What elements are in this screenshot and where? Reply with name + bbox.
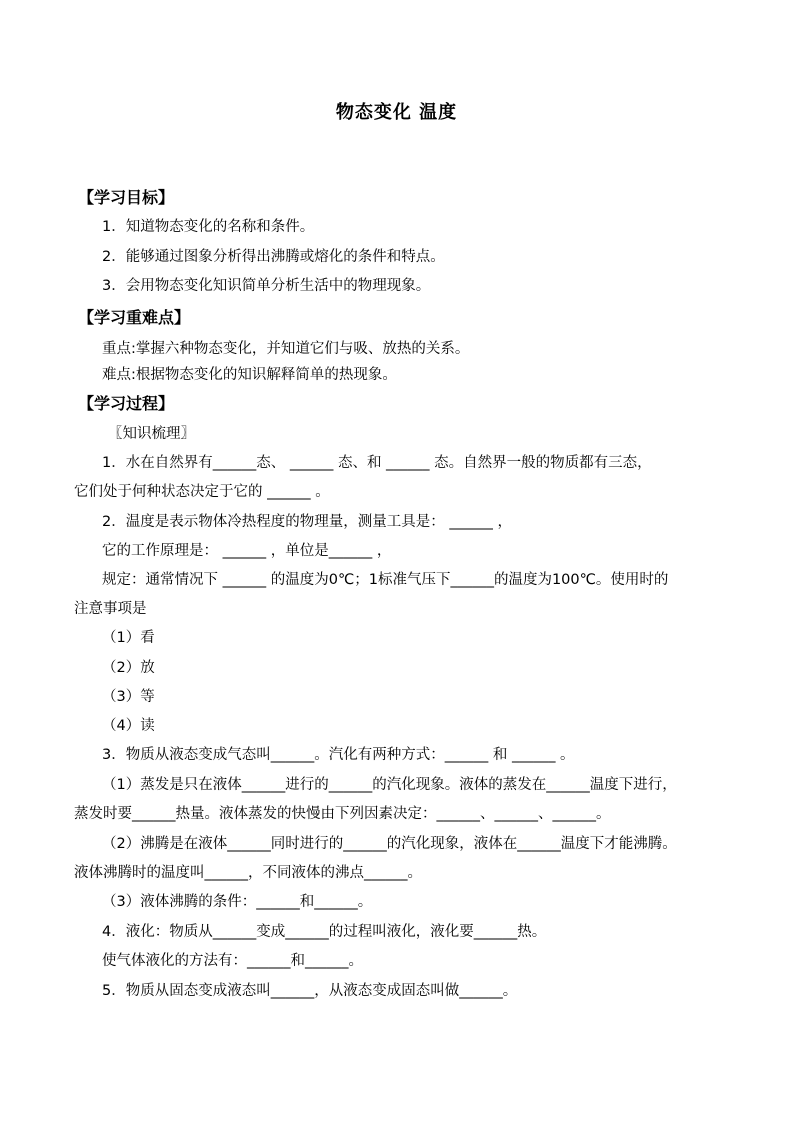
section-heading-process: 【学习过程】 [78, 394, 175, 413]
process-line: （2）沸腾是在液体______同时进行的______的汽化现象，液体在______温度下才能沸腾。 [102, 836, 677, 852]
process-line: 规定：通常情况下 ______ 的温度为0℃；1标准气压下______的温度为100℃。使用时的 [102, 572, 669, 588]
process-line: 2．温度是表示物体冷热程度的物理量，测量工具是： ______ ， [102, 514, 512, 530]
process-line: （2）放 [102, 660, 155, 676]
key-point-item-2: 难点:根据物态变化的知识解释简单的热现象。 [102, 367, 397, 383]
process-line: （4）读 [102, 718, 155, 734]
page-title: 物态变化 温度 [335, 102, 458, 123]
objective-item-2: 2．能够通过图象分析得出沸腾或熔化的条件和特点。 [102, 249, 445, 265]
key-point-item-1: 重点:掌握六种物态变化，并知道它们与吸、放热的关系。 [102, 341, 470, 357]
process-line: 它们处于何种状态决定于它的 ______ 。 [74, 484, 330, 500]
section-heading-key-points: 【学习重难点】 [78, 308, 191, 327]
process-line: 注意事项是 [74, 601, 147, 617]
process-line: 液体沸腾时的温度叫______，不同液体的沸点______。 [74, 865, 422, 881]
process-line: 1．水在自然界有______态、 ______ 态、和 ______ 态。自然界一般的物质都有三态， [102, 455, 652, 471]
section-heading-objectives: 【学习目标】 [78, 188, 175, 207]
process-line: （1）蒸发是只在液体______进行的______的汽化现象。液体的蒸发在______温度下进行， [102, 777, 677, 793]
process-line: 蒸发时要______热量。液体蒸发的快慢由下列因素决定：______、______、______。 [74, 806, 611, 822]
process-subheading: 〖知识梳理〗 [108, 426, 195, 442]
process-line: （3）等 [102, 689, 155, 705]
process-line: 3．物质从液态变成气态叫______。汽化有两种方式：______ 和 ______ 。 [102, 747, 575, 763]
process-line: （1）看 [102, 630, 155, 646]
process-line: （3）液体沸腾的条件：______和______。 [102, 894, 373, 910]
process-line: 使气体液化的方法有：______和______。 [102, 953, 363, 969]
process-line: 4．液化：物质从______变成______的过程叫液化，液化要______热。 [102, 924, 547, 940]
process-line: 它的工作原理是： ______ ，单位是______ ， [102, 543, 392, 559]
objective-item-3: 3．会用物态变化知识简单分析生活中的物理现象。 [102, 278, 431, 294]
process-line: 5．物质从固态变成液态叫______，从液态变成固态叫做______。 [102, 983, 518, 999]
objective-item-1: 1．知道物态变化的名称和条件。 [102, 219, 315, 235]
